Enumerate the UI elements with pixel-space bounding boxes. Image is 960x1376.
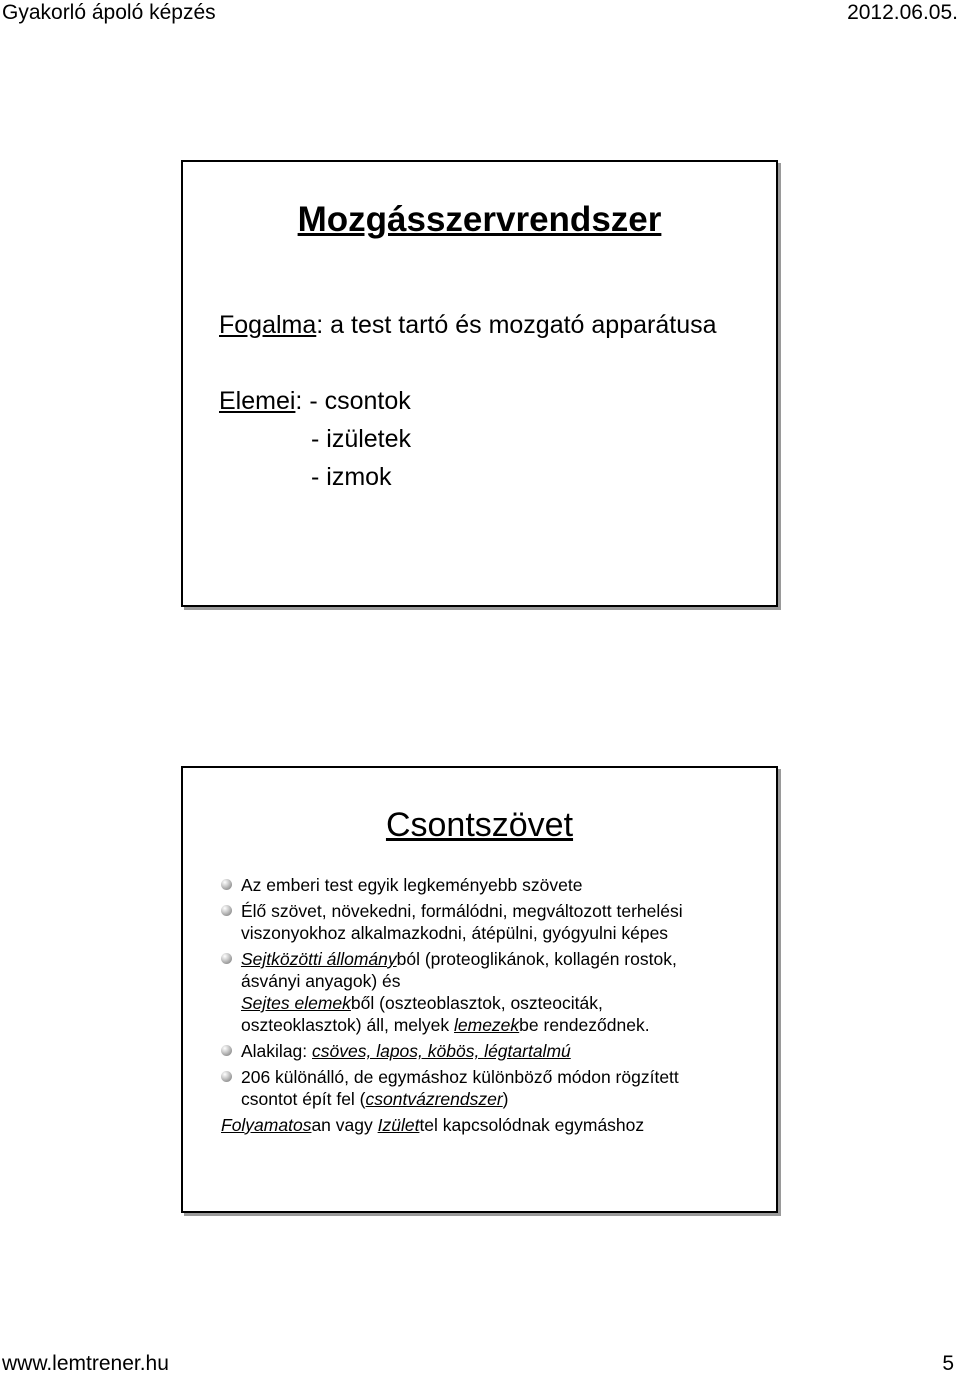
header-date: 2012.06.05. bbox=[847, 1, 958, 24]
list-item: Az emberi test egyik legkeményebb szövete bbox=[221, 874, 741, 896]
elements-line bbox=[219, 386, 411, 416]
footer-site: www.lemtrener.hu bbox=[2, 1352, 169, 1375]
bullet-icon bbox=[221, 1071, 232, 1082]
elements-label: Elemei bbox=[219, 387, 296, 415]
slide-mozgasszervrendszer bbox=[181, 160, 778, 607]
elements-item: - izmok bbox=[311, 463, 392, 491]
list-item: Alakilag: csöves, lapos, köbös, légtartalmú bbox=[221, 1040, 741, 1062]
list-item: 206 különálló, de egymáshoz különböző módon rögzített csontot épít fel (csontvázrendszer) bbox=[221, 1066, 741, 1110]
list-item: Sejtközötti állományból (proteoglikánok, kollagén rostok, ásványi anyagok) és Sejtes elemekből (oszteoblasztok, oszteociták, oszteoklasztok) áll, melyek lemezekbe rendeződnek. bbox=[221, 948, 741, 1036]
bullet-list bbox=[221, 874, 741, 1140]
elements-item: - izületek bbox=[311, 425, 412, 453]
bullet-icon bbox=[221, 953, 232, 964]
list-item: Élő szövet, növekedni, formálódni, megváltozott terhelési viszonyokhoz alkalmazkodni, átépülni, gyógyulni képes bbox=[221, 900, 741, 944]
bullet-icon bbox=[221, 879, 232, 890]
definition-line bbox=[219, 310, 717, 340]
slide-csontszovet bbox=[181, 766, 778, 1213]
elements-item: : - csontok bbox=[295, 387, 411, 415]
header-title: Gyakorló ápoló képzés bbox=[2, 1, 216, 24]
bullet-icon bbox=[221, 905, 232, 916]
bullet-icon bbox=[221, 1045, 232, 1056]
definition-text: : a test tartó és mozgató apparátusa bbox=[316, 311, 717, 339]
list-item: Folyamatosan vagy Izülettel kapcsolódnak egymáshoz bbox=[221, 1115, 645, 1135]
slide-title: Mozgásszervrendszer bbox=[297, 200, 662, 239]
definition-label: Fogalma bbox=[219, 311, 317, 339]
page-number: 5 bbox=[942, 1352, 954, 1375]
slide-title: Csontszövet bbox=[385, 806, 574, 844]
